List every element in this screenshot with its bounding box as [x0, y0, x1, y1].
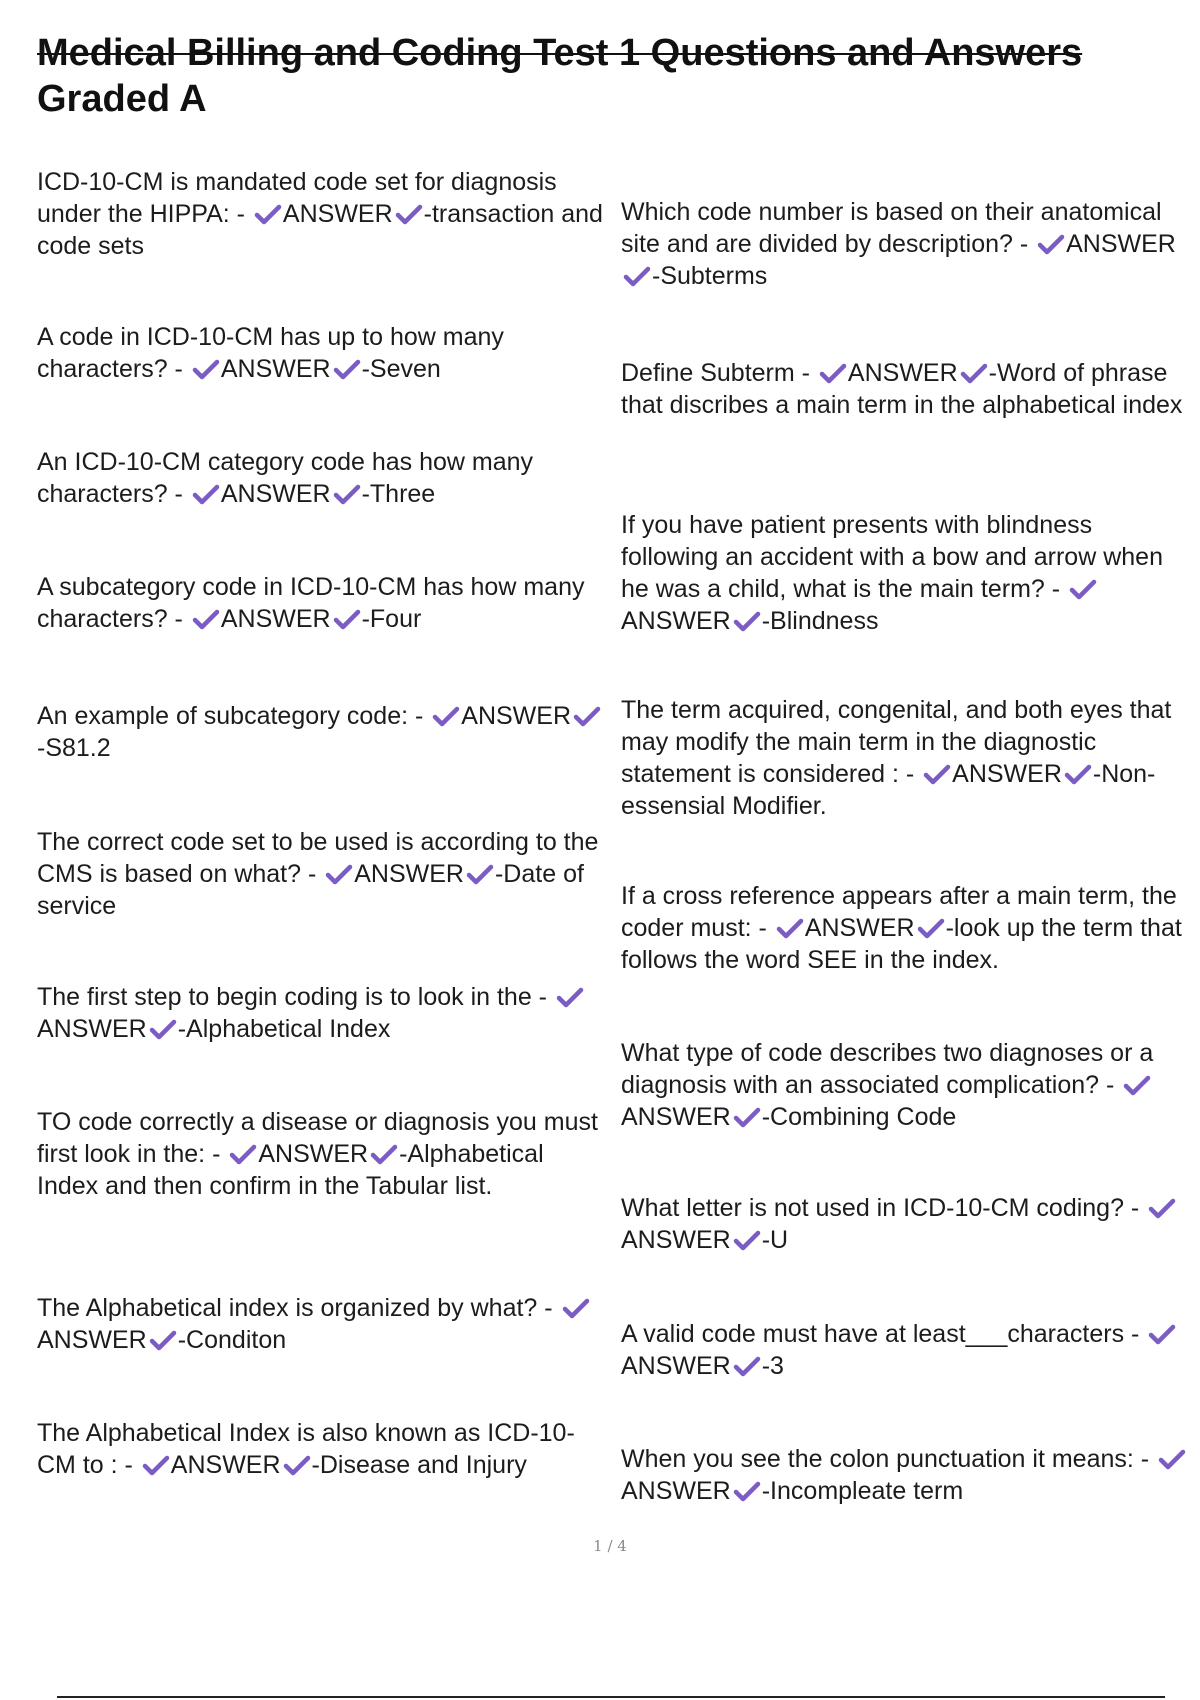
checkmark-icon	[562, 1297, 590, 1319]
checkmark-icon	[1148, 1197, 1176, 1219]
answer-text: -Non-essensial Modifier.	[621, 760, 1156, 820]
checkmark-icon	[573, 705, 601, 727]
checkmark-icon	[149, 1329, 177, 1351]
qa-item	[621, 509, 1191, 637]
answer-text: -Incompleate term	[761, 1477, 964, 1505]
question-text: An example of subcategory code: -	[37, 702, 431, 730]
answer-label: ANSWER	[461, 702, 572, 730]
answer-text: -Date of service	[37, 860, 584, 920]
answer-label: ANSWER	[220, 355, 331, 383]
qa-item	[37, 321, 607, 385]
answer-text: -Three	[361, 480, 436, 508]
qa-item	[37, 1292, 607, 1356]
checkmark-icon	[370, 1143, 398, 1165]
checkmark-icon	[923, 763, 951, 785]
answer-text: -Combining Code	[761, 1103, 957, 1131]
answer-label: ANSWER	[258, 1140, 369, 1168]
qa-item	[37, 981, 607, 1045]
qa-item	[37, 1417, 607, 1481]
answer-text: -3	[761, 1352, 784, 1380]
checkmark-icon	[733, 1355, 761, 1377]
checkmark-icon	[556, 986, 584, 1008]
checkmark-icon	[960, 362, 988, 384]
qa-item	[621, 694, 1191, 822]
answer-text: -Alphabetical Index	[177, 1015, 391, 1043]
checkmark-icon	[333, 608, 361, 630]
checkmark-icon	[325, 863, 353, 885]
answer-label: ANSWER	[621, 607, 731, 635]
qa-item	[621, 357, 1191, 421]
question-text: A code in ICD-10-CM has up to how many characters? -	[37, 323, 504, 383]
checkmark-icon	[229, 1143, 257, 1165]
qa-item	[621, 1318, 1191, 1382]
question-text: What letter is not used in ICD-10-CM coding? -	[621, 1194, 1147, 1222]
qa-item	[37, 571, 607, 635]
question-text: The term acquired, congenital, and both eyes that may modify the main term in the diagnostic statement is considered : -	[621, 696, 1172, 788]
answer-label: ANSWER	[1066, 230, 1176, 258]
answer-label: ANSWER	[282, 200, 393, 228]
answer-text: -Four	[361, 605, 422, 633]
checkmark-icon	[192, 358, 220, 380]
answer-label: ANSWER	[952, 760, 1062, 788]
answer-text: -Alphabetical Index and then confirm in the Tabular list.	[37, 1140, 544, 1200]
checkmark-icon	[1064, 763, 1092, 785]
question-text: The first step to begin coding is to look in the -	[37, 983, 554, 1011]
checkmark-icon	[192, 608, 220, 630]
question-text: An ICD-10-CM category code has how many characters? -	[37, 448, 534, 508]
qa-item	[621, 1192, 1191, 1256]
checkmark-icon	[466, 863, 494, 885]
question-text: The Alphabetical index is organized by what? -	[37, 1294, 560, 1322]
question-text: A valid code must have at least___characters -	[621, 1320, 1147, 1348]
title-line-1: Medical Billing and Coding Test 1 Questions and Answers	[37, 32, 1083, 74]
answer-label: ANSWER	[37, 1015, 147, 1043]
answer-label: ANSWER	[621, 1226, 731, 1254]
answer-text: -Disease and Injury	[311, 1451, 527, 1479]
checkmark-icon	[149, 1018, 177, 1040]
checkmark-icon	[333, 483, 361, 505]
qa-item	[37, 446, 607, 510]
answer-text: -Blindness	[761, 607, 879, 635]
checkmark-icon	[1037, 233, 1065, 255]
question-text: What type of code describes two diagnoses or a diagnosis with an associated complication? -	[621, 1039, 1154, 1099]
answer-label: ANSWER	[621, 1352, 731, 1380]
qa-item	[37, 700, 607, 764]
answer-text: -transaction and code sets	[37, 200, 603, 260]
answer-text: -Word of phrase that discribes a main term in the alphabetical index	[621, 359, 1183, 419]
checkmark-icon	[776, 917, 804, 939]
checkmark-icon	[1069, 578, 1097, 600]
checkmark-icon	[1123, 1074, 1151, 1096]
checkmark-icon	[1148, 1323, 1176, 1345]
checkmark-icon	[192, 483, 220, 505]
checkmark-icon	[254, 203, 282, 225]
checkmark-icon	[283, 1454, 311, 1476]
question-text: TO code correctly a disease or diagnosis you must first look in the: -	[37, 1108, 598, 1168]
answer-label: ANSWER	[170, 1451, 281, 1479]
checkmark-icon	[395, 203, 423, 225]
question-text: When you see the colon punctuation it means: -	[621, 1445, 1157, 1473]
checkmark-icon	[432, 705, 460, 727]
answer-label: ANSWER	[220, 480, 331, 508]
bottom-divider	[57, 1696, 1165, 1698]
checkmark-icon	[733, 610, 761, 632]
answer-label: ANSWER	[804, 914, 915, 942]
answer-text: -S81.2	[37, 734, 111, 762]
checkmark-icon	[917, 917, 945, 939]
checkmark-icon	[819, 362, 847, 384]
checkmark-icon	[1158, 1448, 1186, 1470]
checkmark-icon	[623, 265, 651, 287]
answer-label: ANSWER	[621, 1103, 731, 1131]
answer-text: -look up the term that follows the word SEE in the index.	[621, 914, 1182, 974]
qa-item	[621, 196, 1191, 292]
checkmark-icon	[733, 1229, 761, 1251]
question-text: ICD-10-CM is mandated code set for diagnosis under the HIPPA: -	[37, 168, 557, 228]
answer-text: -U	[761, 1226, 789, 1254]
question-text: Define Subterm -	[621, 359, 817, 387]
question-text: A subcategory code in ICD-10-CM has how many characters? -	[37, 573, 585, 633]
question-text: The correct code set to be used is according to the CMS is based on what? -	[37, 828, 599, 888]
answer-label: ANSWER	[621, 1477, 731, 1505]
checkmark-icon	[333, 358, 361, 380]
qa-item	[621, 880, 1191, 976]
answer-text: -Seven	[361, 355, 441, 383]
checkmark-icon	[733, 1480, 761, 1502]
question-text: If you have patient presents with blindness following an accident with a bow and arrow when he was a child, what is the main term? -	[621, 511, 1163, 603]
answer-text: -Subterms	[652, 262, 768, 290]
title-line-2: Graded A	[37, 78, 207, 120]
answer-label: ANSWER	[220, 605, 331, 633]
qa-item	[621, 1443, 1191, 1507]
question-text: Which code number is based on their anatomical site and are divided by description? -	[621, 198, 1162, 258]
answer-label: ANSWER	[354, 860, 464, 888]
qa-item	[37, 166, 607, 262]
page-title	[37, 30, 1167, 122]
question-text: If a cross reference appears after a main term, the coder must: -	[621, 882, 1177, 942]
qa-item	[37, 826, 607, 922]
page-number: 1 / 4	[593, 1537, 627, 1555]
answer-text: -Conditon	[177, 1326, 287, 1354]
qa-item	[621, 1037, 1191, 1133]
checkmark-icon	[142, 1454, 170, 1476]
answer-label: ANSWER	[37, 1326, 147, 1354]
checkmark-icon	[733, 1106, 761, 1128]
answer-label: ANSWER	[847, 359, 958, 387]
qa-item	[37, 1106, 607, 1202]
question-text: The Alphabetical Index is also known as ICD-10-CM to : -	[37, 1419, 575, 1479]
